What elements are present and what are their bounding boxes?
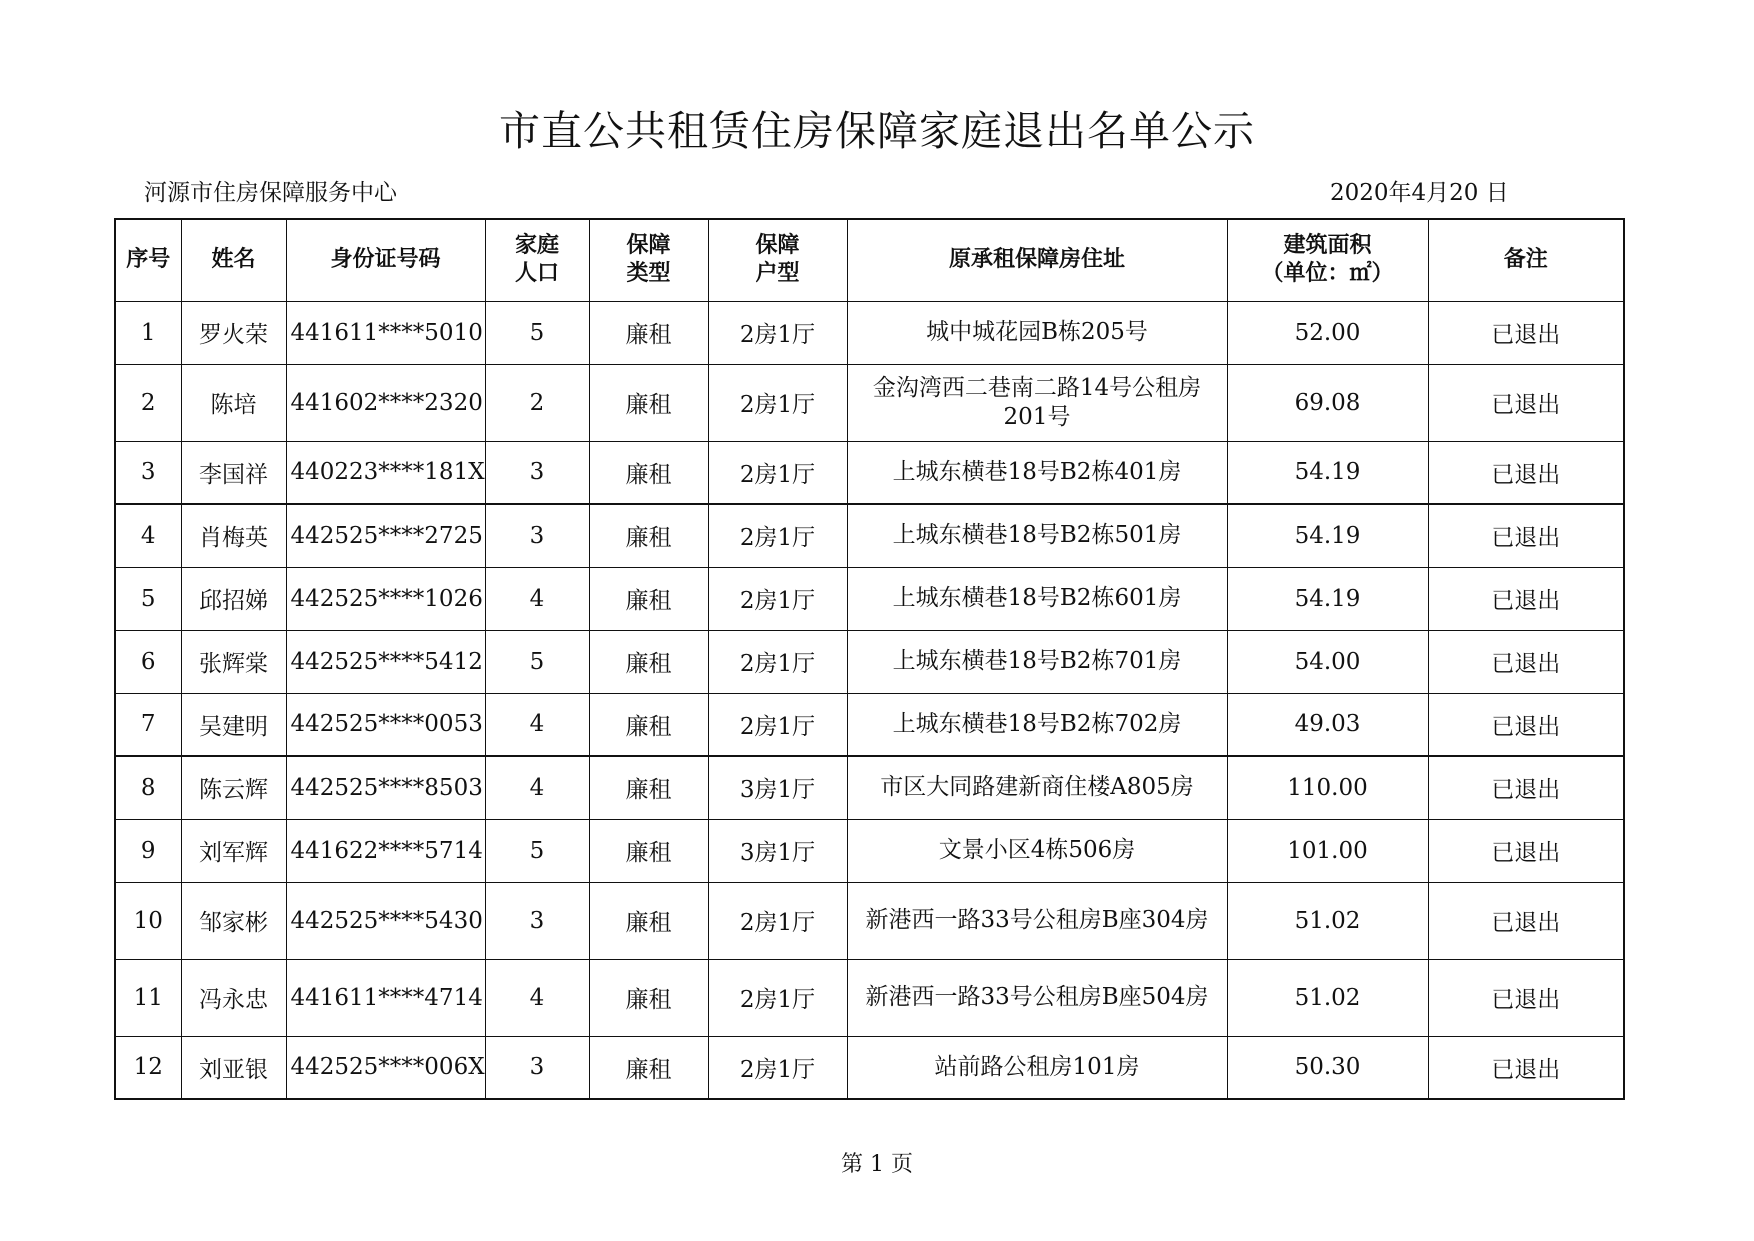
table-row (115, 364, 1624, 441)
table-row (115, 630, 1624, 693)
table-row (115, 441, 1624, 504)
cell-name: 刘军辉 (181, 819, 286, 882)
cell-remark: 已退出 (1428, 819, 1624, 882)
cell-type: 廉租 (589, 1036, 708, 1099)
cell-family: 5 (485, 301, 589, 364)
cell-remark: 已退出 (1428, 959, 1624, 1036)
cell-unit: 2房1厅 (708, 364, 847, 441)
address-line1: 上城东横巷18号B2栋501房 (892, 522, 1182, 549)
cell-family: 5 (485, 630, 589, 693)
cell-remark: 已退出 (1428, 1036, 1624, 1099)
cell-family: 5 (485, 819, 589, 882)
cell-address (847, 882, 1227, 959)
cell-address (847, 1036, 1227, 1099)
table-row (115, 693, 1624, 756)
cell-unit: 2房1厅 (708, 301, 847, 364)
cell-id: 442525****2725 (286, 504, 485, 567)
address-line1: 新港西一路33号公租房B座304房 (865, 907, 1209, 933)
header-unit (708, 219, 847, 301)
cell-family: 4 (485, 959, 589, 1036)
cell-type: 廉租 (589, 364, 708, 441)
cell-area: 50.30 (1227, 1036, 1428, 1099)
page-title: 市直公共租赁住房保障家庭退出名单公示 (499, 107, 1255, 155)
cell-family: 2 (485, 364, 589, 441)
cell-address (847, 441, 1227, 504)
cell-name: 陈云辉 (181, 756, 286, 819)
page-number: 第 1 页 (841, 1152, 913, 1177)
header-family (485, 219, 589, 301)
cell-type: 廉租 (589, 504, 708, 567)
address-line2: 201号 (1003, 403, 1071, 430)
cell-seq: 2 (115, 364, 181, 441)
cell-family: 3 (485, 441, 589, 504)
header-area-line2: （单位：㎡） (1261, 261, 1394, 287)
cell-name: 邹家彬 (181, 882, 286, 959)
header-family-line2: 人口 (514, 261, 559, 287)
header-id: 身份证号码 (286, 219, 485, 301)
cell-name: 冯永忠 (181, 959, 286, 1036)
cell-family: 4 (485, 756, 589, 819)
cell-id: 442525****5430 (286, 882, 485, 959)
address-line1: 城中城花园B栋205号 (926, 319, 1148, 345)
cell-id: 441622****5714 (286, 819, 485, 882)
publish-date: 2020年4月20 日 (1330, 180, 1509, 206)
header-seq: 序号 (115, 219, 181, 301)
cell-family: 3 (485, 504, 589, 567)
cell-area: 54.00 (1227, 630, 1428, 693)
cell-area: 110.00 (1227, 756, 1428, 819)
cell-type: 廉租 (589, 959, 708, 1036)
cell-family: 3 (485, 882, 589, 959)
cell-seq: 10 (115, 882, 181, 959)
cell-unit: 2房1厅 (708, 630, 847, 693)
cell-family: 4 (485, 567, 589, 630)
table-row (115, 959, 1624, 1036)
cell-area: 51.02 (1227, 959, 1428, 1036)
cell-type: 廉租 (589, 630, 708, 693)
table-row (115, 819, 1624, 882)
header-area-line1: 建筑面积 (1283, 233, 1372, 259)
cell-area: 54.19 (1227, 567, 1428, 630)
cell-address (847, 301, 1227, 364)
cell-remark: 已退出 (1428, 504, 1624, 567)
cell-seq: 1 (115, 301, 181, 364)
header-type-line1: 保障 (626, 233, 671, 259)
cell-address (847, 630, 1227, 693)
address-line1: 站前路公租房101房 (934, 1053, 1140, 1080)
cell-name: 邱招娣 (181, 567, 286, 630)
cell-unit: 2房1厅 (708, 693, 847, 756)
cell-area: 69.08 (1227, 364, 1428, 441)
cell-address (847, 364, 1227, 441)
table-row (115, 301, 1624, 364)
cell-area: 49.03 (1227, 693, 1428, 756)
cell-remark: 已退出 (1428, 882, 1624, 959)
cell-unit: 2房1厅 (708, 441, 847, 504)
cell-address (847, 693, 1227, 756)
cell-seq: 5 (115, 567, 181, 630)
cell-area: 54.19 (1227, 441, 1428, 504)
header-name: 姓名 (181, 219, 286, 301)
header-type (589, 219, 708, 301)
address-line1: 市区大同路建新商住楼A805房 (880, 774, 1194, 801)
cell-id: 441602****2320 (286, 364, 485, 441)
address-line1: 文景小区4栋506房 (938, 837, 1136, 863)
table-header-row (115, 219, 1624, 301)
cell-name: 刘亚银 (181, 1036, 286, 1099)
address-line1: 上城东横巷18号B2栋701房 (892, 648, 1182, 674)
cell-seq: 3 (115, 441, 181, 504)
address-line1: 金沟湾西二巷南二路14号公租房 (872, 374, 1202, 401)
cell-id: 440223****181X (286, 441, 485, 504)
header-family-line1: 家庭 (514, 233, 559, 259)
table-row (115, 1036, 1624, 1099)
cell-name: 吴建明 (181, 693, 286, 756)
cell-seq: 12 (115, 1036, 181, 1099)
cell-name: 肖梅英 (181, 504, 286, 567)
cell-unit: 2房1厅 (708, 504, 847, 567)
table-row (115, 567, 1624, 630)
cell-id: 442525****8503 (286, 756, 485, 819)
cell-area: 101.00 (1227, 819, 1428, 882)
cell-unit: 2房1厅 (708, 882, 847, 959)
header-remark: 备注 (1428, 219, 1624, 301)
cell-seq: 8 (115, 756, 181, 819)
cell-id: 442525****006X (286, 1036, 485, 1099)
cell-remark: 已退出 (1428, 630, 1624, 693)
cell-area: 54.19 (1227, 504, 1428, 567)
table-row (115, 504, 1624, 567)
address-line1: 上城东横巷18号B2栋401房 (892, 458, 1182, 485)
cell-area: 52.00 (1227, 301, 1428, 364)
cell-id: 441611****5010 (286, 301, 485, 364)
cell-seq: 6 (115, 630, 181, 693)
address-line1: 新港西一路33号公租房B座504房 (865, 984, 1209, 1010)
cell-type: 廉租 (589, 693, 708, 756)
cell-remark: 已退出 (1428, 441, 1624, 504)
header-address: 原承租保障房住址 (847, 219, 1227, 301)
cell-id: 442525****1026 (286, 567, 485, 630)
cell-name: 李国祥 (181, 441, 286, 504)
cell-remark: 已退出 (1428, 756, 1624, 819)
header-unit-line1: 保障 (755, 233, 800, 259)
header-unit-line2: 户型 (755, 261, 800, 287)
cell-type: 廉租 (589, 756, 708, 819)
cell-remark: 已退出 (1428, 567, 1624, 630)
cell-remark: 已退出 (1428, 693, 1624, 756)
cell-unit: 2房1厅 (708, 567, 847, 630)
cell-unit: 3房1厅 (708, 819, 847, 882)
cell-family: 4 (485, 693, 589, 756)
cell-name: 罗火荣 (181, 301, 286, 364)
cell-name: 张辉棠 (181, 630, 286, 693)
header-area (1227, 219, 1428, 301)
cell-address (847, 756, 1227, 819)
cell-address (847, 959, 1227, 1036)
exit-list-table (114, 218, 1625, 1100)
cell-family: 3 (485, 1036, 589, 1099)
organization-name: 河源市住房保障服务中心 (144, 180, 397, 206)
cell-id: 442525****5412 (286, 630, 485, 693)
cell-area: 51.02 (1227, 882, 1428, 959)
cell-address (847, 567, 1227, 630)
cell-id: 441611****4714 (286, 959, 485, 1036)
table-row (115, 882, 1624, 959)
cell-remark: 已退出 (1428, 364, 1624, 441)
cell-address (847, 819, 1227, 882)
cell-unit: 3房1厅 (708, 756, 847, 819)
address-line1: 上城东横巷18号B2栋601房 (892, 585, 1182, 611)
cell-id: 442525****0053 (286, 693, 485, 756)
table-row (115, 756, 1624, 819)
cell-name: 陈培 (181, 364, 286, 441)
cell-remark: 已退出 (1428, 301, 1624, 364)
cell-address (847, 504, 1227, 567)
cell-unit: 2房1厅 (708, 959, 847, 1036)
cell-type: 廉租 (589, 441, 708, 504)
cell-seq: 11 (115, 959, 181, 1036)
address-line1: 上城东横巷18号B2栋702房 (892, 710, 1182, 737)
cell-type: 廉租 (589, 301, 708, 364)
cell-unit: 2房1厅 (708, 1036, 847, 1099)
cell-seq: 9 (115, 819, 181, 882)
cell-seq: 7 (115, 693, 181, 756)
cell-seq: 4 (115, 504, 181, 567)
cell-type: 廉租 (589, 882, 708, 959)
cell-type: 廉租 (589, 819, 708, 882)
cell-type: 廉租 (589, 567, 708, 630)
header-type-line2: 类型 (626, 261, 671, 287)
